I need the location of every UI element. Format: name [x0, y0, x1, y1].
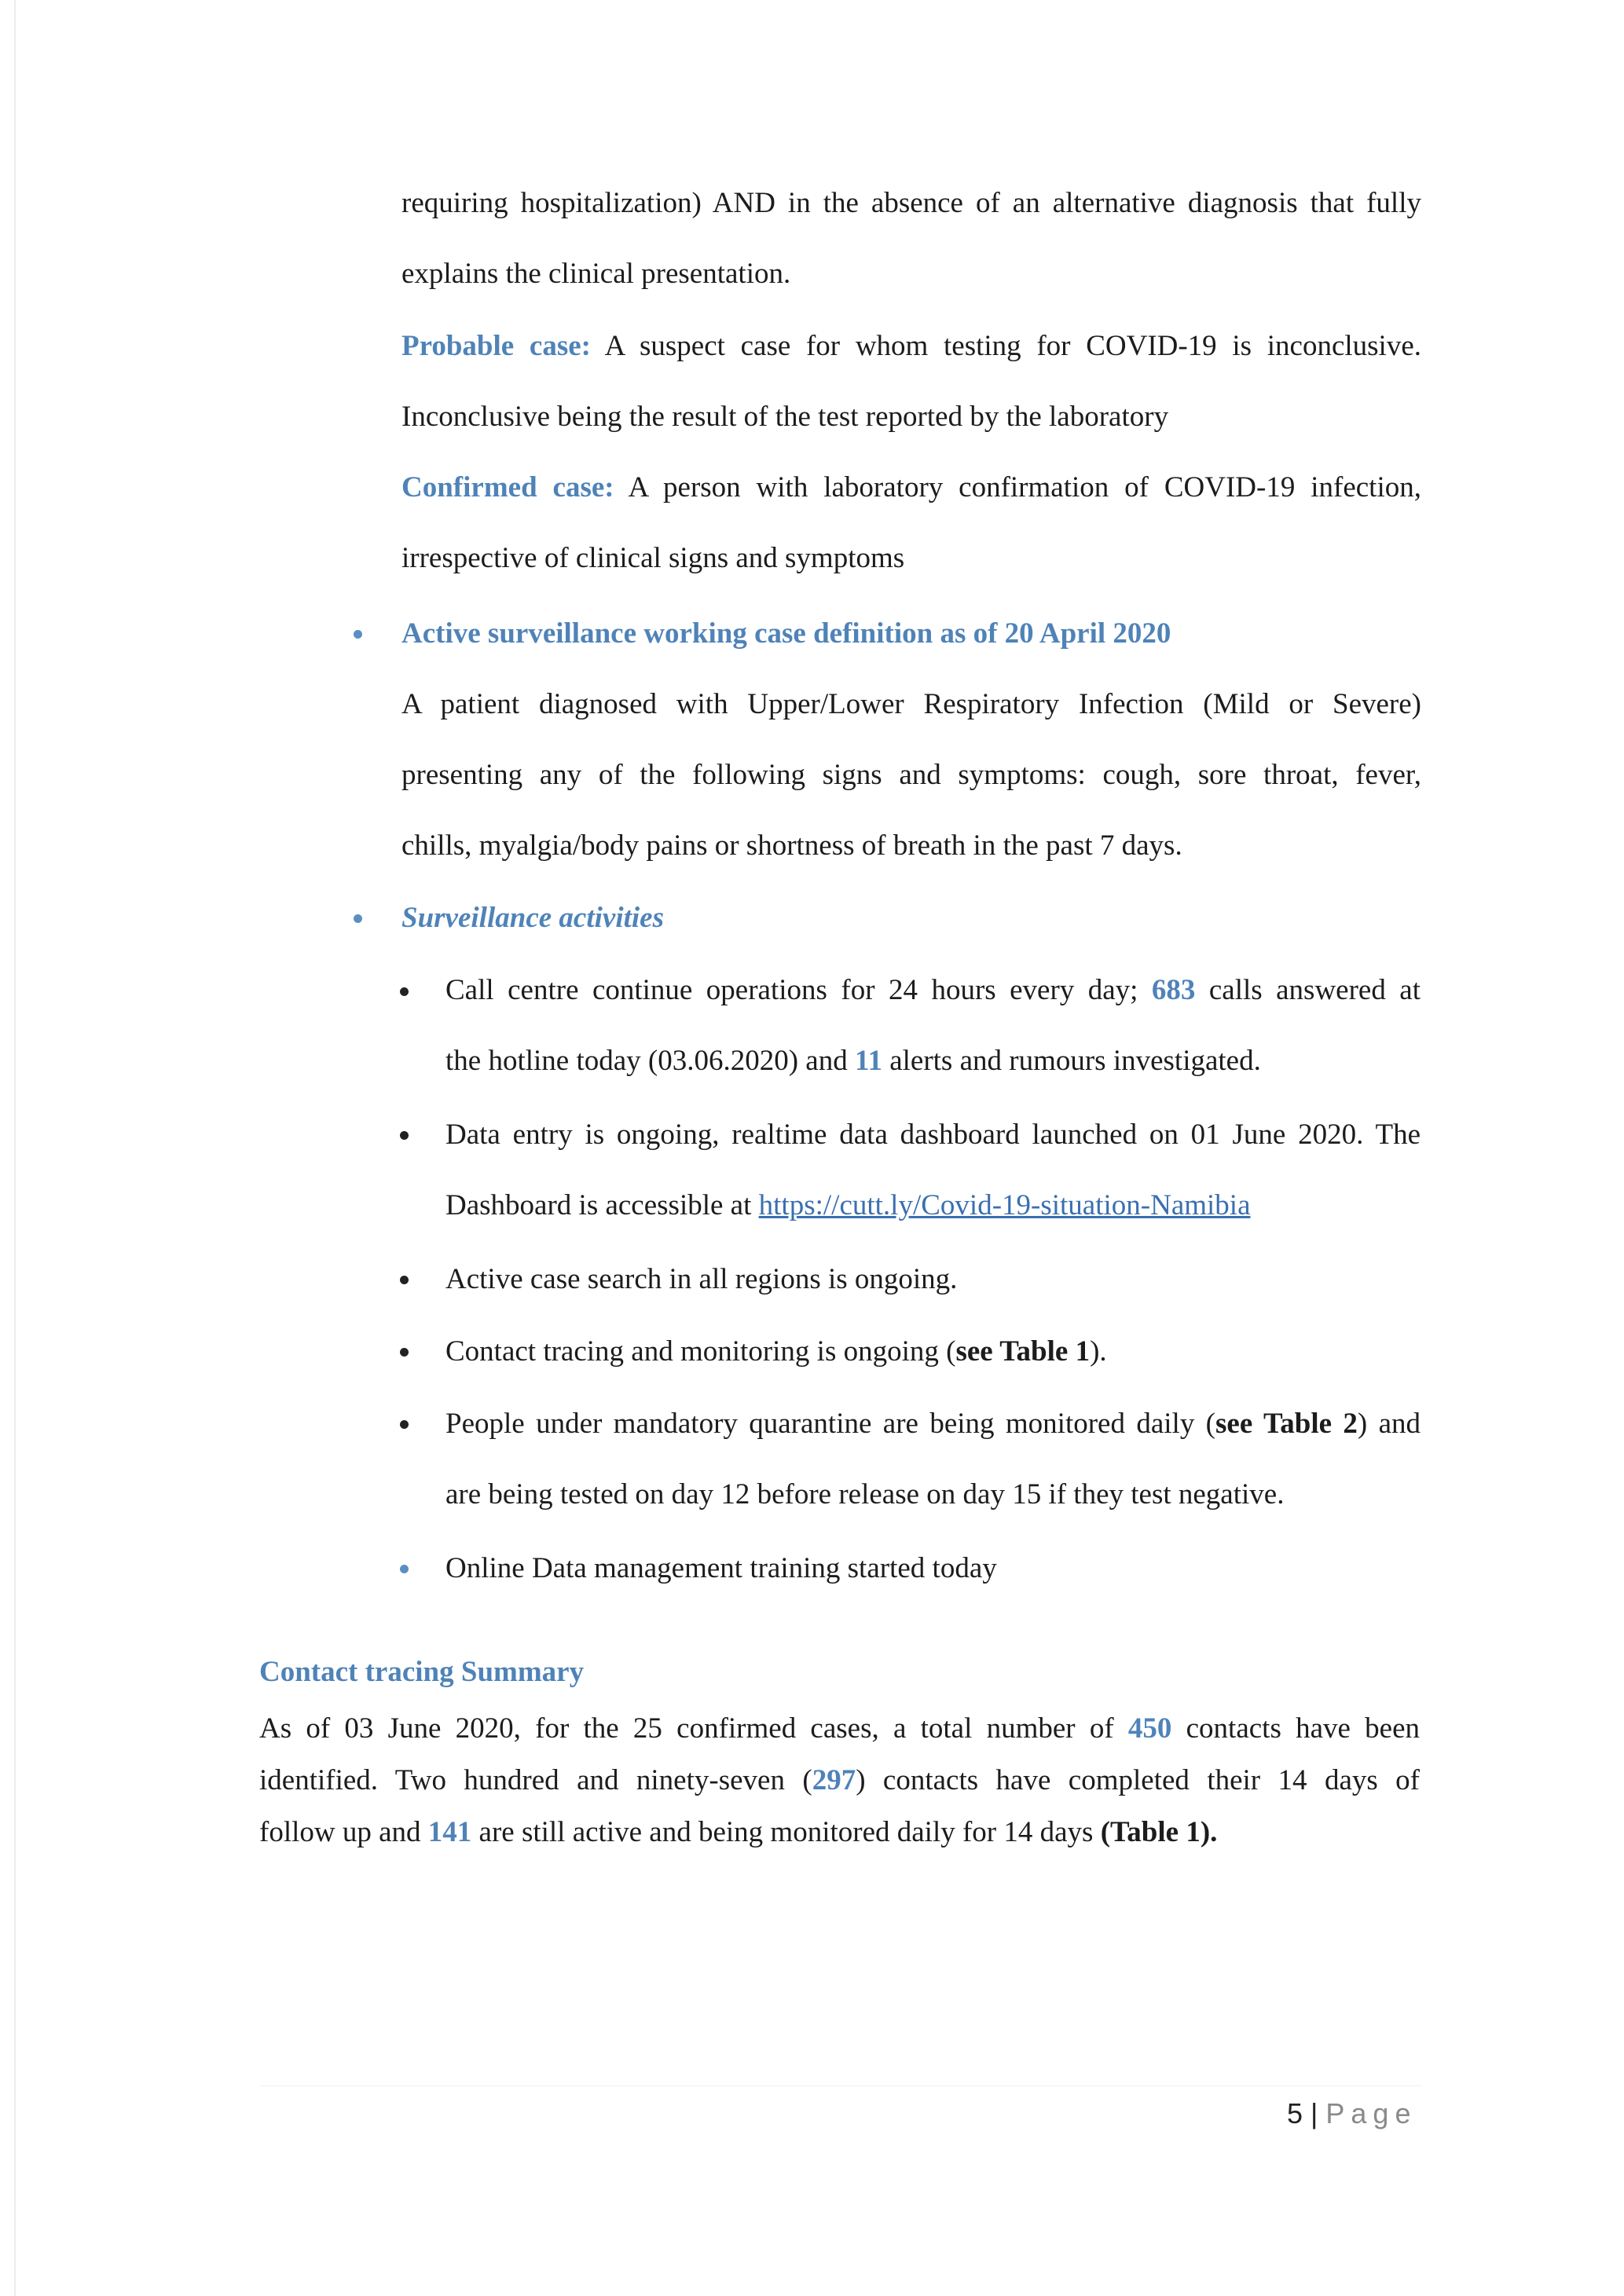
probable-case-label: Probable case: [401, 330, 591, 362]
activity-1-line-2: the hotline today (03.06.2020) and 11 alerts and rumours investigated. [445, 1045, 1261, 1077]
activity-2-line-2: Dashboard is accessible at https://cutt.ly/Covid-19-situation-Namibia [445, 1189, 1251, 1221]
contact-summary-line-1: As of 03 June 2020, for the 25 confirmed cases, a total number of 450 contacts have been [259, 1712, 1420, 1745]
activity-1-line-1: Call centre continue operations for 24 hours every day; 683 calls answered at [445, 974, 1421, 1006]
intro-line-1: requiring hospitalization) AND in the absence of an alternative diagnosis that fully [401, 187, 1421, 219]
page-separator: | [1311, 2097, 1318, 2129]
active-definition-line-2: presenting any of the following signs and symptoms: cough, sore throat, fever, [401, 759, 1421, 791]
active-definition-heading: Active surveillance working case definition as of 20 April 2020 [401, 617, 1171, 650]
see-table-1: see Table 1 [955, 1335, 1091, 1368]
contacts-completed: 297 [812, 1764, 856, 1796]
dashboard-link[interactable]: https://cutt.ly/Covid-19-situation-Namibia [758, 1189, 1251, 1221]
page-number: 5 [1287, 2097, 1303, 2129]
contact-summary-line-2: identified. Two hundred and ninety-seven (297) contacts have completed their 14 days of [259, 1764, 1420, 1796]
active-definition-line-3: chills, myalgia/body pains or shortness of breath in the past 7 days. [401, 829, 1182, 862]
activity-5-line-2: are being tested on day 12 before release on day 15 if they test negative. [445, 1478, 1285, 1511]
probable-case-line-1 [401, 328, 1421, 364]
probable-case-text: A suspect case for whom testing for COVID-19 is inconclusive. [590, 330, 1422, 362]
bullet-activity-5 [400, 1420, 409, 1429]
footer-divider [259, 2085, 1422, 2086]
bullet-activity-6 [400, 1565, 409, 1573]
activity-4-line-1: Contact tracing and monitoring is ongoing (see Table 1). [445, 1335, 1107, 1368]
confirmed-case-line-2: irrespective of clinical signs and symptoms [401, 542, 905, 574]
activity-2-line-1: Data entry is ongoing, realtime data dashboard launched on 01 June 2020. The [445, 1119, 1421, 1151]
see-table-2: see Table 2 [1215, 1408, 1358, 1440]
active-definition-line-1: A patient diagnosed with Upper/Lower Respiratory Infection (Mild or Severe) [401, 688, 1421, 720]
alerts-count: 11 [854, 1045, 882, 1077]
contacts-active: 141 [427, 1816, 472, 1848]
confirmed-case-text: A person with laboratory confirmation of COVID-19 infection, [614, 471, 1421, 504]
contact-summary-heading: Contact tracing Summary [259, 1656, 585, 1688]
contact-summary-line-3: follow up and 141 are still active and being monitored daily for 14 days (Table 1). [259, 1816, 1218, 1848]
bullet-surveillance-activities [354, 914, 362, 923]
bullet-activity-3 [400, 1276, 409, 1284]
page-footer [1287, 2096, 1417, 2132]
bullet-active-definition [354, 630, 362, 639]
bullet-activity-4 [400, 1348, 409, 1357]
activity-6-line-1: Online Data management training started today [445, 1552, 997, 1584]
contacts-total: 450 [1127, 1712, 1172, 1745]
scan-edge [14, 0, 16, 2296]
confirmed-case-label: Confirmed case: [401, 471, 614, 504]
confirmed-case-line-1 [401, 470, 1421, 506]
surveillance-activities-heading: Surveillance activities [401, 902, 664, 934]
intro-line-2: explains the clinical presentation. [401, 258, 791, 290]
page-word: Page [1325, 2097, 1417, 2129]
calls-count: 683 [1151, 974, 1196, 1006]
activity-3-line-1: Active case search in all regions is ongoing. [445, 1263, 958, 1295]
probable-case-line-2: Inconclusive being the result of the test reported by the laboratory [401, 401, 1169, 433]
bullet-activity-2 [400, 1131, 409, 1140]
table-1-ref: (Table 1). [1100, 1816, 1218, 1848]
bullet-activity-1 [400, 987, 409, 996]
activity-5-line-1: People under mandatory quarantine are being monitored daily (see Table 2) and [445, 1408, 1421, 1440]
